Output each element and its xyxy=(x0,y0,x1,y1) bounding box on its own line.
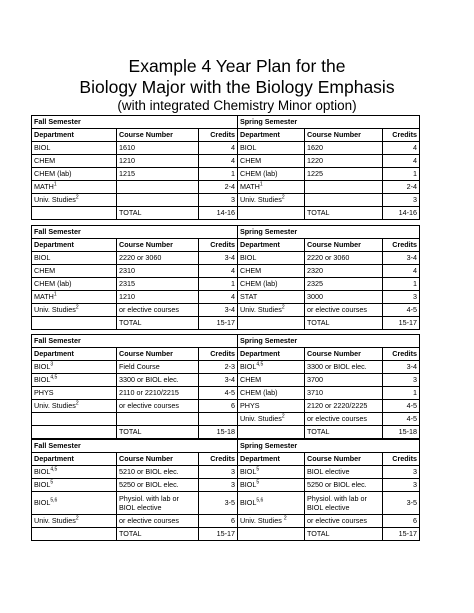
spring-course-cell xyxy=(305,194,383,207)
fall-department-cell: BIOL$^5$ xyxy=(32,479,117,492)
credits-header: Credits xyxy=(383,239,420,252)
spring-semester-label: Spring Semester xyxy=(238,440,420,453)
fall-course-cell: or elective courses xyxy=(117,515,199,528)
spring-course-cell: 1620 xyxy=(305,142,383,155)
spring-course-cell: 5250 or BIOL elec. xyxy=(305,479,383,492)
credits-header: Credits xyxy=(383,453,420,466)
fall-course-cell: 2110 or 2210/2215 xyxy=(117,387,199,400)
fall-department-cell: Univ. Studies$^2$ xyxy=(32,194,117,207)
fall-department-cell xyxy=(32,528,117,541)
spring-credits-cell: 4-5 xyxy=(383,304,420,317)
fall-credits-cell: 2-3 xyxy=(199,361,238,374)
table-row xyxy=(32,515,420,528)
fall-course-cell: 5210 or BIOL elec. xyxy=(117,466,199,479)
fall-department-cell: BIOL$^3$ xyxy=(32,361,117,374)
spring-course-cell: TOTAL xyxy=(305,528,383,541)
department-header: Department xyxy=(238,129,305,142)
fall-course-cell: TOTAL xyxy=(117,426,199,439)
spring-credits-cell: 3 xyxy=(383,479,420,492)
spring-course-cell: TOTAL xyxy=(305,317,383,330)
course-number-header: Course Number xyxy=(305,129,383,142)
credits-header: Credits xyxy=(383,348,420,361)
table-row xyxy=(32,387,420,400)
year-4-table xyxy=(31,439,420,541)
course-number-header: Course Number xyxy=(305,239,383,252)
spring-department-cell: BIOL$^5$ xyxy=(238,479,305,492)
fall-department-cell: MATH$^1$ xyxy=(32,291,117,304)
table-row xyxy=(32,181,420,194)
spring-course-cell: 1220 xyxy=(305,155,383,168)
spring-credits-cell: 2-4 xyxy=(383,181,420,194)
table-row xyxy=(32,426,420,439)
fall-department-cell: BIOL$^{5,6}$ xyxy=(32,492,117,515)
fall-course-cell: 2310 xyxy=(117,265,199,278)
department-header: Department xyxy=(238,348,305,361)
fall-credits-cell: 6 xyxy=(199,515,238,528)
spring-department-cell: MATH$^1$ xyxy=(238,181,305,194)
fall-credits-cell: 1 xyxy=(199,168,238,181)
spring-course-cell: 3700 xyxy=(305,374,383,387)
spring-department-cell: Univ. Studies $^2$ xyxy=(238,515,305,528)
table-row xyxy=(32,528,420,541)
fall-course-cell: TOTAL xyxy=(117,528,199,541)
table-row xyxy=(32,479,420,492)
fall-course-cell: or elective courses xyxy=(117,400,199,413)
fall-credits-cell: 4 xyxy=(199,155,238,168)
course-number-header: Course Number xyxy=(117,453,199,466)
department-header: Department xyxy=(238,239,305,252)
fall-course-cell: 1215 xyxy=(117,168,199,181)
fall-credits-cell: 2-4 xyxy=(199,181,238,194)
spring-course-cell: 2120 or 2220/2225 xyxy=(305,400,383,413)
spring-credits-cell: 3 xyxy=(383,194,420,207)
column-header-row xyxy=(32,348,420,361)
column-header-row xyxy=(32,129,420,142)
table-row xyxy=(32,361,420,374)
fall-course-cell: 1210 xyxy=(117,155,199,168)
fall-course-cell xyxy=(117,413,199,426)
spring-credits-cell: 4 xyxy=(383,155,420,168)
fall-credits-cell: 3 xyxy=(199,194,238,207)
fall-course-cell: 1210 xyxy=(117,291,199,304)
fall-course-cell: 3300 or BIOL elec. xyxy=(117,374,199,387)
fall-credits-cell: 14-16 xyxy=(199,207,238,220)
spring-credits-cell: 3-4 xyxy=(383,361,420,374)
fall-credits-cell: 3-4 xyxy=(199,252,238,265)
fall-course-cell xyxy=(117,181,199,194)
spring-department-cell xyxy=(238,426,305,439)
fall-credits-cell: 3-4 xyxy=(199,304,238,317)
table-row xyxy=(32,252,420,265)
spring-course-cell: 1225 xyxy=(305,168,383,181)
fall-semester-label: Fall Semester xyxy=(32,226,238,239)
spring-course-cell: or elective courses xyxy=(305,413,383,426)
fall-course-cell xyxy=(117,194,199,207)
spring-department-cell: CHEM (lab) xyxy=(238,278,305,291)
fall-credits-cell: 1 xyxy=(199,278,238,291)
year-3-table xyxy=(31,334,420,439)
fall-department-cell xyxy=(32,317,117,330)
spring-credits-cell: 4 xyxy=(383,265,420,278)
fall-credits-cell: 3 xyxy=(199,466,238,479)
spring-course-cell xyxy=(305,181,383,194)
spring-credits-cell: 6 xyxy=(383,515,420,528)
column-header-row xyxy=(32,239,420,252)
plan-option-note: (with integrated Chemistry Minor option) xyxy=(117,98,357,113)
fall-course-cell: or elective courses xyxy=(117,304,199,317)
fall-course-cell: Physiol. with lab or BIOL elective xyxy=(117,492,199,515)
fall-department-cell: CHEM xyxy=(32,155,117,168)
department-header: Department xyxy=(238,453,305,466)
fall-department-cell: PHYS xyxy=(32,387,117,400)
spring-department-cell: BIOL$^{4,5}$ xyxy=(238,361,305,374)
spring-department-cell: Univ. Studies$^2$ xyxy=(238,194,305,207)
spring-credits-cell: 3 xyxy=(383,374,420,387)
fall-department-cell: MATH$^1$ xyxy=(32,181,117,194)
fall-department-cell: CHEM xyxy=(32,265,117,278)
credits-header: Credits xyxy=(199,129,238,142)
fall-department-cell: Univ. Studies$^2$ xyxy=(32,515,117,528)
course-number-header: Course Number xyxy=(117,348,199,361)
spring-credits-cell: 14-16 xyxy=(383,207,420,220)
spring-department-cell xyxy=(238,207,305,220)
year-2-table xyxy=(31,225,420,330)
fall-course-cell: 5250 or BIOL elec. xyxy=(117,479,199,492)
table-row xyxy=(32,155,420,168)
semester-header-row xyxy=(32,440,420,453)
fall-department-cell: Univ. Studies$^2$ xyxy=(32,400,117,413)
credits-header: Credits xyxy=(199,348,238,361)
fall-credits-cell: 4 xyxy=(199,265,238,278)
table-row xyxy=(32,492,420,515)
fall-credits-cell: 15-17 xyxy=(199,528,238,541)
fall-department-cell xyxy=(32,207,117,220)
department-header: Department xyxy=(32,453,117,466)
fall-department-cell: Univ. Studies$^2$ xyxy=(32,304,117,317)
plan-subtitle: Biology Major with the Biology Emphasis xyxy=(79,77,395,97)
table-row xyxy=(32,304,420,317)
spring-department-cell: Univ. Studies$^2$ xyxy=(238,413,305,426)
credits-header: Credits xyxy=(199,453,238,466)
spring-course-cell: TOTAL xyxy=(305,207,383,220)
fall-credits-cell: 4 xyxy=(199,142,238,155)
spring-credits-cell: 1 xyxy=(383,278,420,291)
fall-course-cell: TOTAL xyxy=(117,207,199,220)
fall-department-cell: BIOL xyxy=(32,142,117,155)
spring-department-cell: BIOL$^{5,6}$ xyxy=(238,492,305,515)
fall-department-cell: BIOL xyxy=(32,252,117,265)
spring-department-cell: CHEM xyxy=(238,155,305,168)
spring-department-cell: BIOL$^5$ xyxy=(238,466,305,479)
fall-department-cell: BIOL$^{4,5}$ xyxy=(32,374,117,387)
spring-department-cell: CHEM xyxy=(238,374,305,387)
fall-credits-cell: 3 xyxy=(199,479,238,492)
table-row xyxy=(32,142,420,155)
spring-department-cell xyxy=(238,317,305,330)
spring-department-cell: CHEM xyxy=(238,265,305,278)
spring-course-cell: TOTAL xyxy=(305,426,383,439)
spring-course-cell: 2320 xyxy=(305,265,383,278)
spring-credits-cell: 3 xyxy=(383,466,420,479)
table-row xyxy=(32,194,420,207)
table-row xyxy=(32,317,420,330)
fall-course-cell: TOTAL xyxy=(117,317,199,330)
fall-semester-label: Fall Semester xyxy=(32,116,238,129)
spring-semester-label: Spring Semester xyxy=(238,226,420,239)
spring-credits-cell: 15-18 xyxy=(383,426,420,439)
semester-header-row xyxy=(32,116,420,129)
table-row xyxy=(32,400,420,413)
fall-semester-label: Fall Semester xyxy=(32,440,238,453)
spring-credits-cell: 4-5 xyxy=(383,413,420,426)
spring-department-cell: CHEM (lab) xyxy=(238,387,305,400)
spring-credits-cell: 1 xyxy=(383,387,420,400)
spring-credits-cell: 4-5 xyxy=(383,400,420,413)
fall-credits-cell: 15-18 xyxy=(199,426,238,439)
spring-semester-label: Spring Semester xyxy=(238,116,420,129)
department-header: Department xyxy=(32,239,117,252)
year-1-table xyxy=(31,115,420,220)
fall-semester-label: Fall Semester xyxy=(32,335,238,348)
table-row xyxy=(32,168,420,181)
fall-department-cell xyxy=(32,426,117,439)
spring-course-cell: BIOL elective xyxy=(305,466,383,479)
fall-department-cell: BIOL$^{4,5}$ xyxy=(32,466,117,479)
spring-department-cell: STAT xyxy=(238,291,305,304)
fall-course-cell: 1610 xyxy=(117,142,199,155)
table-row xyxy=(32,278,420,291)
spring-course-cell: 2325 xyxy=(305,278,383,291)
spring-department-cell: BIOL xyxy=(238,142,305,155)
fall-department-cell xyxy=(32,413,117,426)
fall-credits-cell: 4-5 xyxy=(199,387,238,400)
department-header: Department xyxy=(32,129,117,142)
semester-header-row xyxy=(32,335,420,348)
fall-credits-cell xyxy=(199,413,238,426)
fall-credits-cell: 6 xyxy=(199,400,238,413)
department-header: Department xyxy=(32,348,117,361)
column-header-row xyxy=(32,453,420,466)
spring-credits-cell: 1 xyxy=(383,168,420,181)
spring-course-cell: 3710 xyxy=(305,387,383,400)
fall-credits-cell: 3-5 xyxy=(199,492,238,515)
fall-credits-cell: 3-4 xyxy=(199,374,238,387)
spring-department-cell: Univ. Studies$^2$ xyxy=(238,304,305,317)
table-row xyxy=(32,413,420,426)
spring-course-cell: or elective courses xyxy=(305,304,383,317)
credits-header: Credits xyxy=(199,239,238,252)
spring-course-cell: Physiol. with lab or BIOL elective xyxy=(305,492,383,515)
fall-course-cell: Field Course xyxy=(117,361,199,374)
course-number-header: Course Number xyxy=(305,453,383,466)
spring-course-cell: 3300 or BIOL elec. xyxy=(305,361,383,374)
spring-credits-cell: 15-17 xyxy=(383,528,420,541)
plan-title: Example 4 Year Plan for the xyxy=(128,56,346,76)
spring-department-cell xyxy=(238,528,305,541)
fall-credits-cell: 4 xyxy=(199,291,238,304)
table-row xyxy=(32,265,420,278)
spring-semester-label: Spring Semester xyxy=(238,335,420,348)
spring-credits-cell: 3-4 xyxy=(383,252,420,265)
course-number-header: Course Number xyxy=(305,348,383,361)
fall-department-cell: CHEM (lab) xyxy=(32,278,117,291)
spring-credits-cell: 15-17 xyxy=(383,317,420,330)
table-row xyxy=(32,374,420,387)
spring-credits-cell: 4 xyxy=(383,142,420,155)
spring-department-cell: BIOL xyxy=(238,252,305,265)
spring-course-cell: 2220 or 3060 xyxy=(305,252,383,265)
course-number-header: Course Number xyxy=(117,239,199,252)
fall-course-cell: 2220 or 3060 xyxy=(117,252,199,265)
course-number-header: Course Number xyxy=(117,129,199,142)
fall-department-cell: CHEM (lab) xyxy=(32,168,117,181)
spring-department-cell: CHEM (lab) xyxy=(238,168,305,181)
fall-course-cell: 2315 xyxy=(117,278,199,291)
table-row xyxy=(32,291,420,304)
spring-department-cell: PHYS xyxy=(238,400,305,413)
spring-credits-cell: 3 xyxy=(383,291,420,304)
credits-header: Credits xyxy=(383,129,420,142)
table-row xyxy=(32,466,420,479)
spring-course-cell: or elective courses xyxy=(305,515,383,528)
spring-course-cell: 3000 xyxy=(305,291,383,304)
spring-credits-cell: 3-5 xyxy=(383,492,420,515)
semester-header-row xyxy=(32,226,420,239)
table-row xyxy=(32,207,420,220)
fall-credits-cell: 15-17 xyxy=(199,317,238,330)
